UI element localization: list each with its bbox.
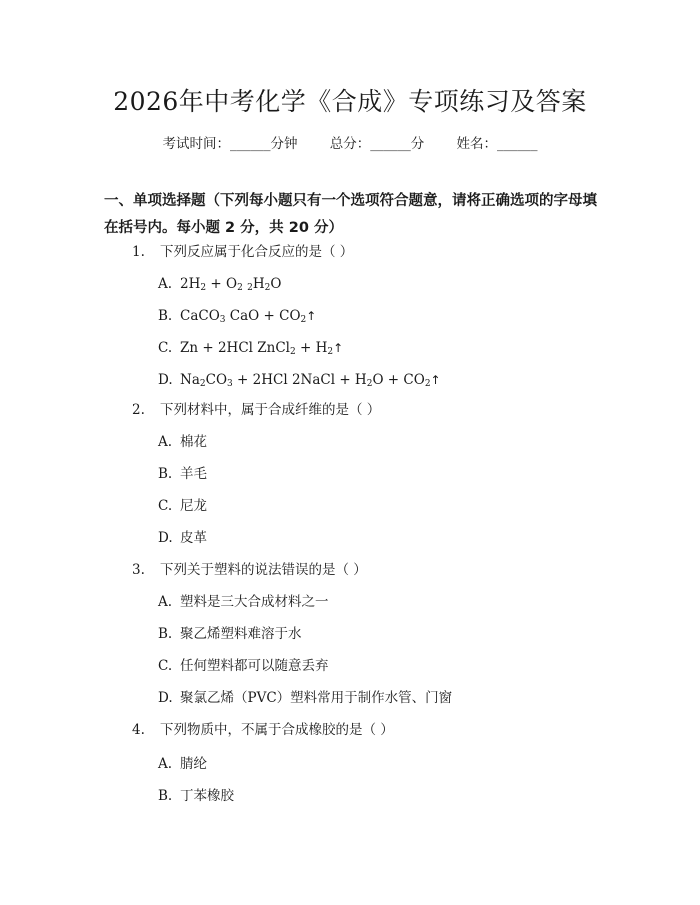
question-text: 下列关于塑料的说法错误的是（ ） xyxy=(160,562,367,578)
question-number: 4. xyxy=(132,722,145,738)
option-letter: B. xyxy=(158,788,173,804)
question-number: 2. xyxy=(132,402,145,418)
name-label: 姓名： xyxy=(456,136,498,152)
option-letter: D. xyxy=(158,530,173,546)
option-letter: D. xyxy=(158,690,173,706)
q1-option-d xyxy=(158,370,441,394)
question-3 xyxy=(132,560,367,580)
option-text: 羊毛 xyxy=(180,466,207,482)
q2-option-a xyxy=(158,432,207,452)
q3-option-a xyxy=(158,592,329,612)
option-text: 丁苯橡胶 xyxy=(180,788,234,804)
score-field xyxy=(330,132,425,152)
option-letter: B. xyxy=(158,466,173,482)
question-text: 下列物质中，不属于合成橡胶的是（ ） xyxy=(160,722,394,738)
score-blank: ______ xyxy=(370,136,411,152)
q1-option-b xyxy=(158,306,316,330)
option-letter: A. xyxy=(158,276,173,292)
document-title: 2026年中考化学《合成》专项练习及答案 xyxy=(113,87,587,116)
score-label: 总分： xyxy=(329,136,371,152)
option-letter: A. xyxy=(158,434,173,450)
option-text: 腈纶 xyxy=(180,756,207,772)
option-letter: B. xyxy=(158,308,173,324)
q4-option-b xyxy=(158,786,234,806)
gas-arrow-icon: ↑ xyxy=(333,341,344,355)
q4-option-a xyxy=(158,754,207,774)
option-letter: A. xyxy=(158,594,173,610)
q2-option-b xyxy=(158,464,207,484)
question-1 xyxy=(132,242,353,262)
q2-option-d xyxy=(158,528,207,548)
option-text: 尼龙 xyxy=(180,498,207,514)
option-letter: B. xyxy=(158,626,173,642)
exam-time-blank: ______ xyxy=(229,136,271,152)
question-4 xyxy=(132,720,394,740)
option-text: 棉花 xyxy=(180,434,207,450)
option-text: 聚氯乙烯（PVC）塑料常用于制作水管、门窗 xyxy=(180,690,453,706)
section-heading: 一、单项选择题（下列每小题只有一个选项符合题意，请将正确选项的字母填在括号内。每小题 2 分，共 20 分） xyxy=(104,193,597,236)
exam-time-label: 考试时间： xyxy=(162,136,230,152)
option-letter: C. xyxy=(158,340,173,356)
exam-time-unit: 分钟 xyxy=(270,136,298,152)
name-field xyxy=(457,132,538,152)
exam-meta-line xyxy=(0,132,700,152)
question-2 xyxy=(132,400,380,420)
q3-option-b xyxy=(158,624,302,644)
q2-option-c xyxy=(158,496,207,516)
option-letter: A. xyxy=(158,756,173,772)
formula-text: CaCO$_3$ CaO + $CO_2↑$ xyxy=(180,308,317,325)
score-unit: 分 xyxy=(410,136,425,152)
option-text: 任何塑料都可以随意丢弃 xyxy=(180,658,329,674)
option-text: 聚乙烯塑料难溶于水 xyxy=(180,626,302,642)
formula-text: Zn + 2HCl ZnCl$_2$ + $H_2↑$ xyxy=(180,340,344,357)
q1-option-c xyxy=(158,338,343,362)
q3-option-d xyxy=(158,688,452,708)
option-letter: C. xyxy=(158,658,173,674)
question-text: 下列材料中，属于合成纤维的是（ ） xyxy=(160,402,381,418)
name-blank: ______ xyxy=(497,136,538,152)
option-text: 塑料是三大合成材料之一 xyxy=(180,594,329,610)
formula-text: $2H_2 + O_2$ $_2H_2O$ xyxy=(180,276,282,293)
option-text: 皮革 xyxy=(180,530,207,546)
gas-arrow-icon: ↑ xyxy=(430,373,441,387)
question-text: 下列反应属于化合反应的是（ ） xyxy=(160,244,354,260)
exam-time-field xyxy=(162,132,297,152)
option-letter: C. xyxy=(158,498,173,514)
formula-text: $Na_2CO_3 + 2HCl$ 2NaCl + $H_2O$ + $CO_2↑$ xyxy=(180,372,441,389)
question-number: 1. xyxy=(132,244,145,260)
question-number: 3. xyxy=(132,562,145,578)
gas-arrow-icon: ↑ xyxy=(306,309,317,323)
option-letter: D. xyxy=(158,372,173,388)
q3-option-c xyxy=(158,656,329,676)
q1-option-a xyxy=(158,274,281,298)
